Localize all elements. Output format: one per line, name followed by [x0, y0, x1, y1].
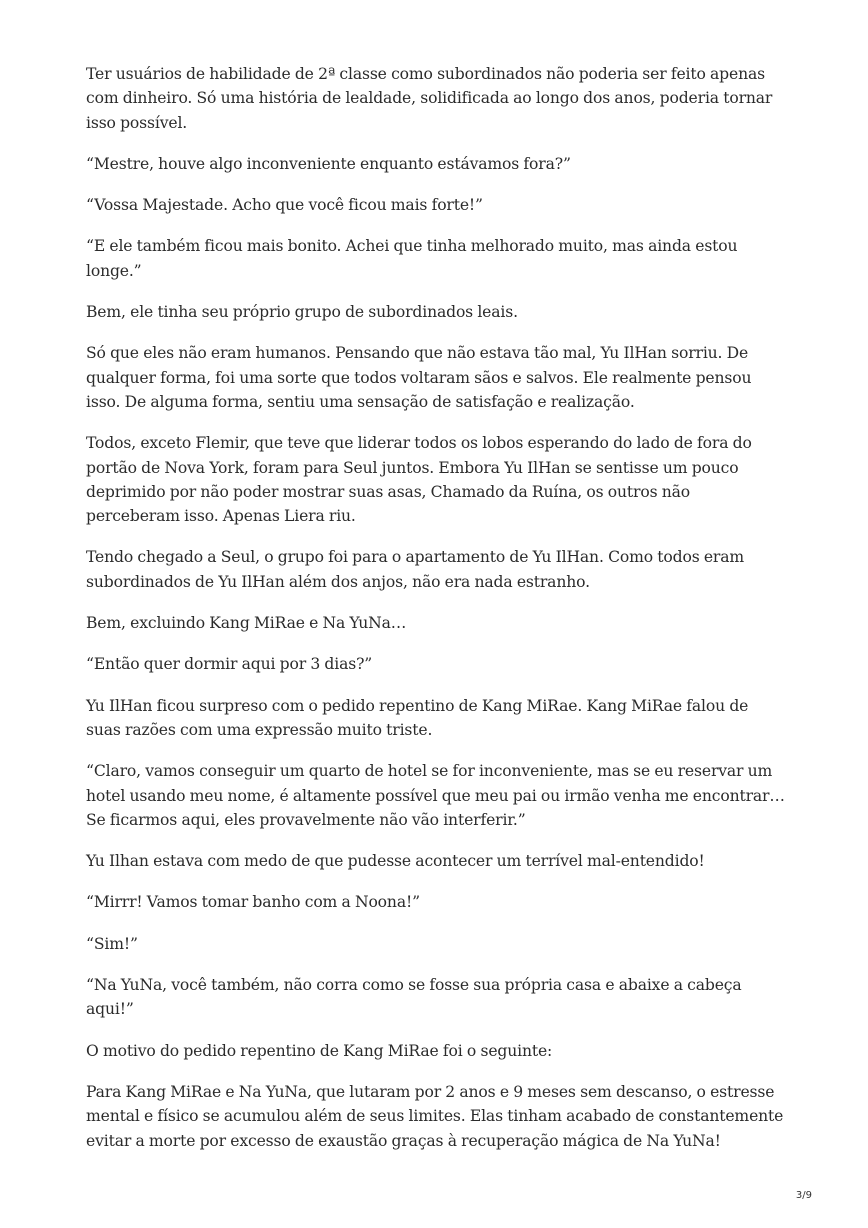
- paragraph: Para Kang MiRae e Na YuNa, que lutaram por 2 anos e 9 meses sem descanso, o estresse mental e físico se acumulou além de seus limites. Elas tinham acabado de constantemente evitar a morte por excesso de exaustão graças à recuperação mágica de Na YuNa!: [86, 1082, 784, 1150]
- paragraph: “Então quer dormir aqui por 3 dias?”: [86, 655, 373, 674]
- paragraph: “Vossa Majestade. Acho que você ficou mais forte!”: [86, 196, 483, 215]
- paragraph: Só que eles não eram humanos. Pensando que não estava tão mal, Yu IlHan sorriu. De qualquer forma, foi uma sorte que todos voltaram sãos e salvos. Ele realmente pensou isso. De alguma forma, sentiu uma sensação de satisfação e realização.: [86, 344, 752, 411]
- page-number: 3/9: [795, 1190, 812, 1201]
- paragraph: Yu Ilhan estava com medo de que pudesse acontecer um terrível mal-entendido!: [86, 852, 705, 871]
- paragraph: “Mestre, houve algo inconveniente enquanto estávamos fora?”: [86, 154, 571, 173]
- paragraph: Bem, ele tinha seu próprio grupo de subordinados leais.: [86, 303, 518, 322]
- paragraph: Tendo chegado a Seul, o grupo foi para o apartamento de Yu IlHan. Como todos eram subordinados de Yu IlHan além dos anjos, não era nada estranho.: [86, 548, 745, 591]
- paragraph: “Claro, vamos conseguir um quarto de hotel se for inconveniente, mas se eu reservar um hotel usando meu nome, é altamente possível que meu pai ou irmão venha me encontrar… Se ficarmos aqui, eles provavelmente não vão interferir.”: [86, 762, 785, 829]
- paragraph: Bem, excluindo Kang MiRae e Na YuNa…: [86, 614, 407, 633]
- document-body: [86, 62, 786, 1170]
- paragraph: “Na YuNa, você também, não corra como se fosse sua própria casa e abaixe a cabeça aqui!”: [86, 976, 742, 1019]
- paragraph: “E ele também ficou mais bonito. Achei que tinha melhorado muito, mas ainda estou longe.”: [86, 237, 738, 280]
- paragraph: O motivo do pedido repentino de Kang MiRae foi o seguinte:: [86, 1041, 553, 1060]
- paragraph: Todos, exceto Flemir, que teve que liderar todos os lobos esperando do lado de fora do portão de Nova York, foram para Seul juntos. Embora Yu IlHan se sentisse um pouco deprimido por não poder mostrar suas asas, Chamado da Ruína, os outros não perceberam isso. Apenas Liera riu.: [86, 434, 752, 526]
- paragraph: “Mirrr! Vamos tomar banho com a Noona!”: [86, 893, 420, 912]
- paragraph: Ter usuários de habilidade de 2ª classe como subordinados não poderia ser feito apenas com dinheiro. Só uma história de lealdade, solidificada ao longo dos anos, poderia tornar isso possível.: [86, 65, 773, 132]
- paragraph: “Sim!”: [86, 934, 138, 953]
- paragraph: Yu IlHan ficou surpreso com o pedido repentino de Kang MiRae. Kang MiRae falou de suas razões com uma expressão muito triste.: [86, 696, 749, 739]
